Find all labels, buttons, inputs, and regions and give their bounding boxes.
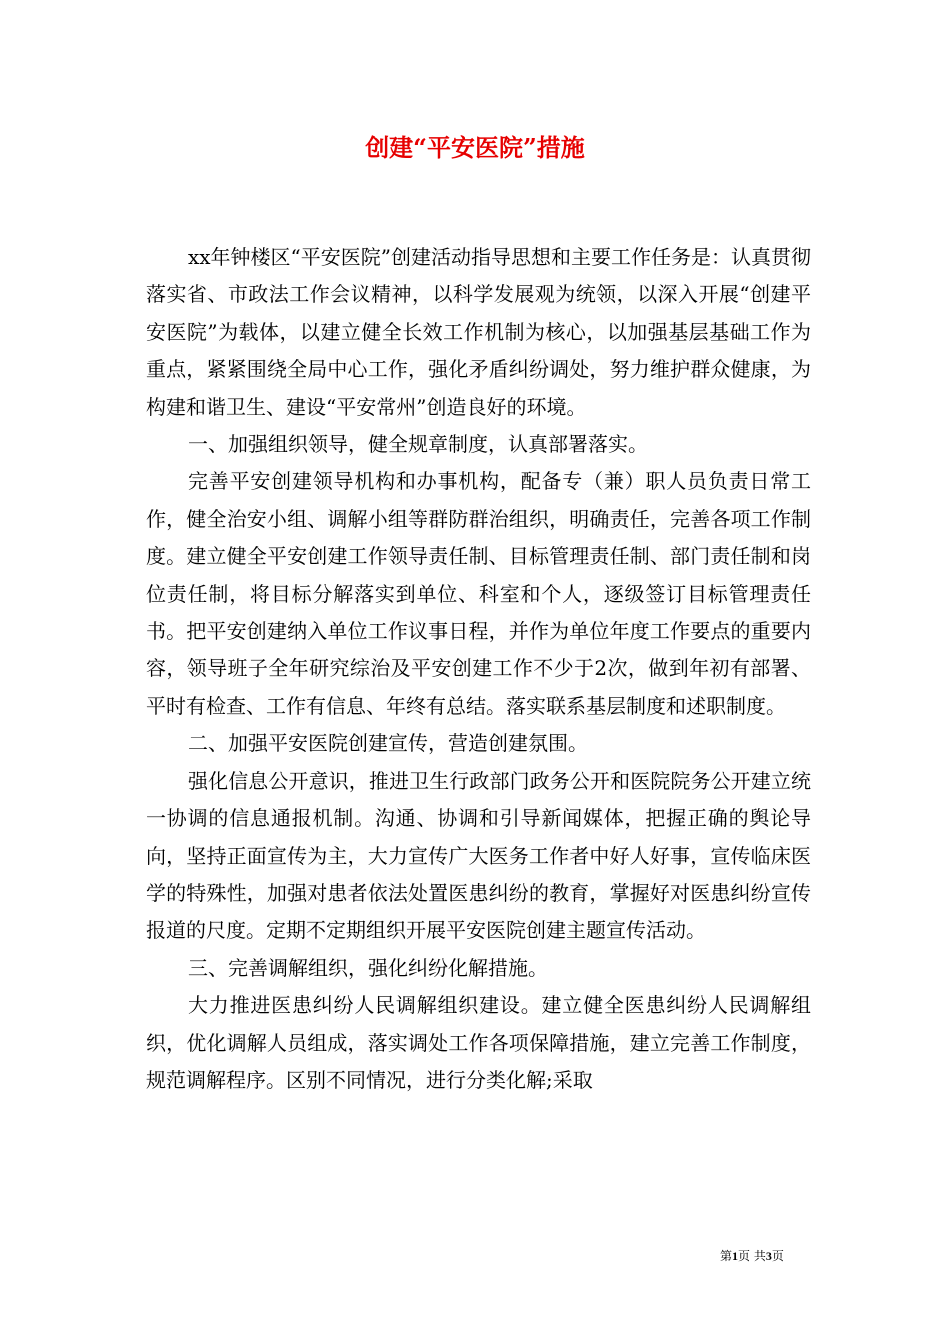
paragraph-section-1: 完善平安创建领导机构和办事机构，配备专（兼）职人员负责日常工作，健全治安小组、调解小组等群防群治组织，明确责任，完善各项工作制度。建立健全平安创建工作领导责任制、目标管理责任制、部门责任制和岗位责任制，将目标分解落实到单位、科室和个人，逐级签订目标管理责任书。把平安创建纳入单位工作议事日程，并作为单位年度工作要点的重要内容，领导班子全年研究综治及平安创建工作不少于2次，做到年初有部署、平时有检查、工作有信息、年终有总结。落实联系基层制度和述职制度。 [146, 469, 811, 718]
paragraph-section-3: 大力推进医患纠纷人民调解组织建设。建立健全医患纠纷人民调解组织，优化调解人员组成，落实调处工作各项保障措施，建立完善工作制度，规范调解程序。区别不同情况，进行分类化解;采取 [146, 993, 811, 1092]
footer-current-page: 1 [732, 1249, 739, 1263]
footer-prefix: 第 [720, 1249, 733, 1263]
page-number-footer [720, 1248, 840, 1264]
section-heading-2: 二、加强平安医院创建宣传，营造创建氛围。 [188, 731, 588, 756]
footer-total-pages: 3 [765, 1249, 772, 1263]
section-heading-3: 三、完善调解组织，强化纠纷化解措施。 [188, 955, 548, 980]
paragraph-intro: xx年钟楼区“平安医院”创建活动指导思想和主要工作任务是：认真贯彻落实省、市政法工作会议精神，以科学发展观为统领，以深入开展“创建平安医院”为载体，以建立健全长效工作机制为核心，以加强基层基础工作为重点，紧紧围绕全局中心工作，强化矛盾纠纷调处，努力维护群众健康，为构建和谐卫生、建设“平安常州”创造良好的环境。 [146, 245, 812, 419]
document-body [146, 239, 811, 1099]
paragraph-section-2: 强化信息公开意识，推进卫生行政部门政务公开和医院院务公开建立统一协调的信息通报机制。沟通、协调和引导新闻媒体，把握正确的舆论导向，坚持正面宣传为主，大力宣传广大医务工作者中好人好事，宣传临床医学的特殊性，加强对患者依法处置医患纠纷的教育，掌握好对医患纠纷宣传报道的尺度。定期不定期组织开展平安医院创建主题宣传活动。 [146, 768, 811, 943]
section-heading-1: 一、加强组织领导，健全规章制度，认真部署落实。 [188, 432, 648, 457]
footer-suffix: 页 [771, 1249, 784, 1263]
document-title: 创建“平安医院”措施 [365, 133, 585, 162]
footer-middle: 页 共 [738, 1249, 766, 1263]
